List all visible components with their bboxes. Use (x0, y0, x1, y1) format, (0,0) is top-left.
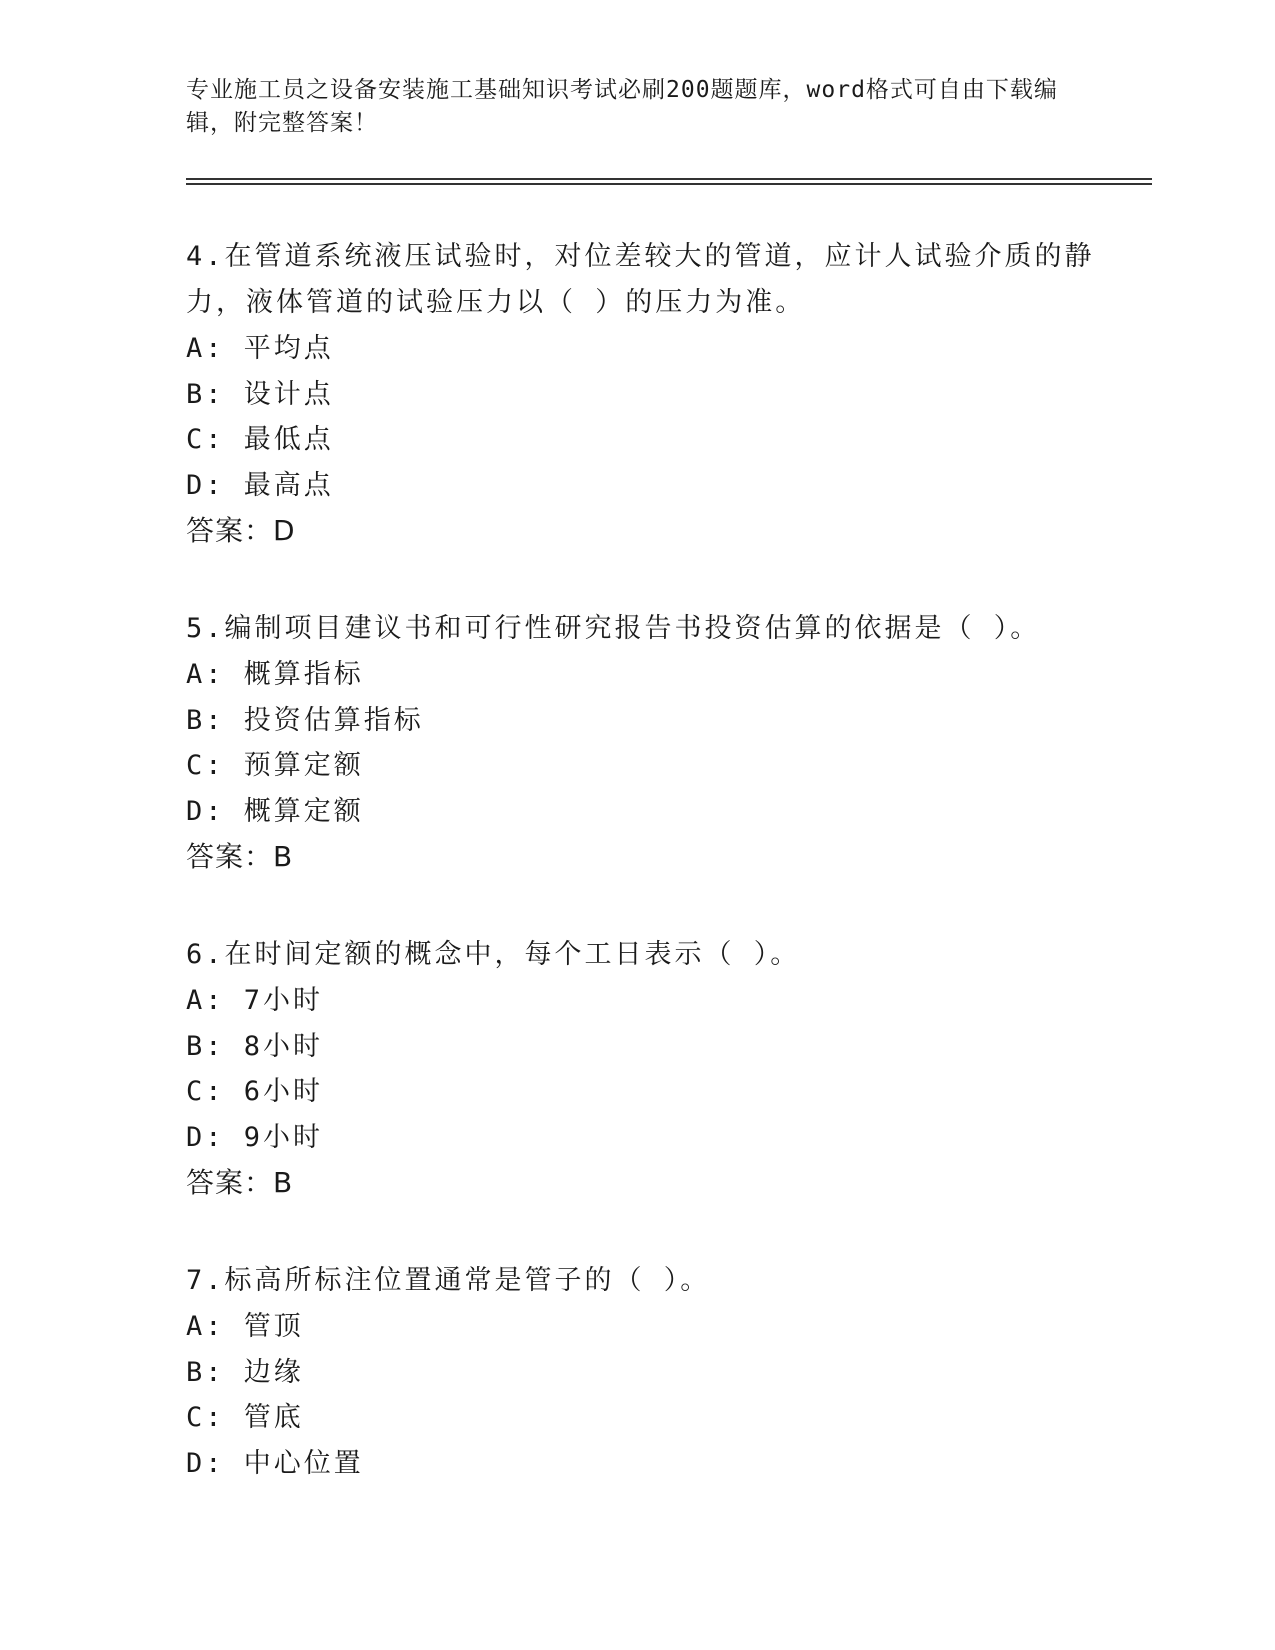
option-c: C: 预算定额 (186, 750, 364, 781)
header-rule-bottom (186, 183, 1152, 185)
option-d: D: 最高点 (186, 469, 334, 501)
answer-line: 答案：B (186, 1166, 294, 1199)
option-c: C: 管底 (186, 1402, 304, 1433)
header-rule-top (186, 178, 1152, 180)
option-b: B: 投资估算指标 (186, 704, 424, 736)
document-header: 专业施工员之设备安装施工基础知识考试必刷200题题库，word格式可自由下载编辑，附完整答案！ (186, 77, 1058, 136)
option-b: B: 设计点 (186, 378, 334, 410)
question-list (186, 234, 1106, 1538)
option-a: A: 概算指标 (186, 659, 364, 690)
option-b: B: 8小时 (186, 1030, 324, 1062)
question-6 (186, 932, 1106, 1206)
option-c: C: 最低点 (186, 424, 334, 455)
option-c: C: 6小时 (186, 1076, 324, 1107)
question-text: 5.编制项目建议书和可行性研究报告书投资估算的依据是（ ）。 (186, 613, 1041, 644)
option-a: A: 平均点 (186, 333, 334, 364)
question-text: 6.在时间定额的概念中，每个工日表示（ ）。 (186, 939, 801, 970)
question-text: 7.标高所标注位置通常是管子的（ ）。 (186, 1265, 711, 1296)
question-7 (186, 1258, 1106, 1486)
option-d: D: 9小时 (186, 1121, 324, 1153)
option-d: D: 中心位置 (186, 1447, 364, 1479)
option-a: A: 管顶 (186, 1311, 304, 1342)
option-d: D: 概算定额 (186, 795, 364, 827)
question-5 (186, 606, 1106, 880)
option-a: A: 7小时 (186, 985, 324, 1016)
answer-line: 答案：D (186, 514, 296, 547)
answer-line: 答案：B (186, 840, 294, 873)
option-b: B: 边缘 (186, 1356, 304, 1388)
question-4 (186, 234, 1106, 554)
question-text: 4.在管道系统液压试验时，对位差较大的管道，应计人试验介质的静力，液体管道的试验压力以（ ）的压力为准。 (186, 241, 1095, 318)
